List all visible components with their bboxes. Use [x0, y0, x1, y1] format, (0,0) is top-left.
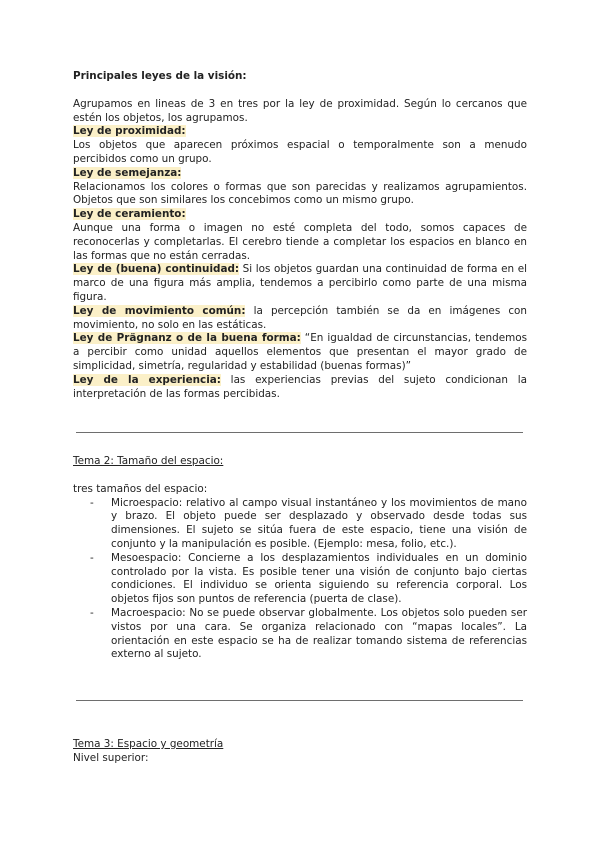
law-ceramiento-head: Ley de ceramiento:	[73, 208, 186, 221]
law-experiencia-head: Ley de la experiencia:	[73, 373, 221, 386]
law-continuidad	[73, 263, 527, 304]
section-heading-tema2: Tema 2: Tamaño del espacio:	[73, 455, 224, 467]
law-proximidad-body: Los objetos que aparecen próximos espacial o temporalmente son a menudo percibidos como un grupo.	[73, 139, 527, 165]
section-espacio-geometria	[73, 738, 527, 766]
section-heading-tema3: Tema 3: Espacio y geometría	[73, 738, 224, 750]
law-experiencia	[73, 374, 527, 402]
law-pragnanz	[73, 332, 527, 373]
section-subheading: Nivel superior:	[73, 751, 149, 764]
law-pragnanz-body: “En igualdad de circunstancias, tendemos a percibir como unidad aquellos elementos que presentan el mayor grado de simplicidad, simetría, regularidad y estabilidad (buenas formas)”	[73, 332, 527, 372]
intro-paragraph: Agrupamos en lineas de 3 en tres por la ley de proximidad. Según lo cercanos que estén los objetos, los agrupamos.	[73, 97, 527, 124]
divider-line	[76, 700, 523, 701]
law-continuidad-head: Ley de (buena) continuidad:	[73, 263, 240, 276]
section-vision-laws	[73, 70, 527, 401]
list-item: - Mesoespacio: Concierne a los desplazamientos individuales en un dominio controlado por la vista. Es posible tener una visión de conjunto bajo ciertas condiciones. El individuo se orienta siguiendo su referencia corporal. Los objetos fijos son puntos de referencia (puerta de clase).	[90, 551, 527, 606]
law-movimiento-body: la percepción también se da en imágenes con movimiento, no solo en las estáticas.	[73, 304, 527, 331]
law-semejanza-head: Ley de semejanza:	[73, 166, 182, 179]
law-ceramiento-body: Aunque una forma o imagen no esté completa del todo, somos capaces de reconocerlas y completarlas. El cerebro tiende a completar los espacios en blanco en las formas que no están cerradas.	[73, 221, 527, 262]
law-proximidad-head: Ley de proximidad:	[73, 125, 186, 138]
list-item: - Macroespacio: No se puede observar globalmente. Los objetos solo pueden ser vistos por una cara. Se organiza relacionado con “mapas locales”. La orientación en este espacio se ha de realizar tomando sistema de referencias externo al sujeto.	[90, 606, 527, 661]
law-pragnanz-head: Ley de Prägnanz o de la buena forma:	[73, 332, 301, 345]
law-movimiento	[73, 305, 527, 333]
section-intro-tamanos: tres tamaños del espacio:	[73, 482, 208, 495]
law-experiencia-body: las experiencias previas del sujeto condicionan la interpretación de las formas percibidas.	[73, 373, 527, 400]
list-item: - Microespacio: relativo al campo visual instantáneo y los movimientos de mano y brazo. El objeto puede ser desplazado y observado desde todas sus dimensiones. El sujeto se sitúa fuera de este espacio, tiene una visión de conjunto y la manipulación es posible. (Ejemplo: mesa, folio, etc.).	[90, 496, 527, 550]
section-title: Principales leyes de la visión:	[73, 70, 247, 82]
law-movimiento-head: Ley de movimiento común:	[73, 304, 246, 317]
section-tamano-espacio	[73, 455, 527, 662]
divider-line	[76, 432, 523, 433]
law-semejanza-body: Relacionamos los colores o formas que son parecidas y realizamos agrupamientos. Objetos que son similares los concebimos como un mismo grupo.	[73, 180, 527, 207]
space-size-list	[73, 497, 527, 663]
law-continuidad-body: Si los objetos guardan una continuidad de forma en el marco de una figura más amplia, tendemos a percibirlo como parte de una misma figura.	[73, 263, 527, 303]
